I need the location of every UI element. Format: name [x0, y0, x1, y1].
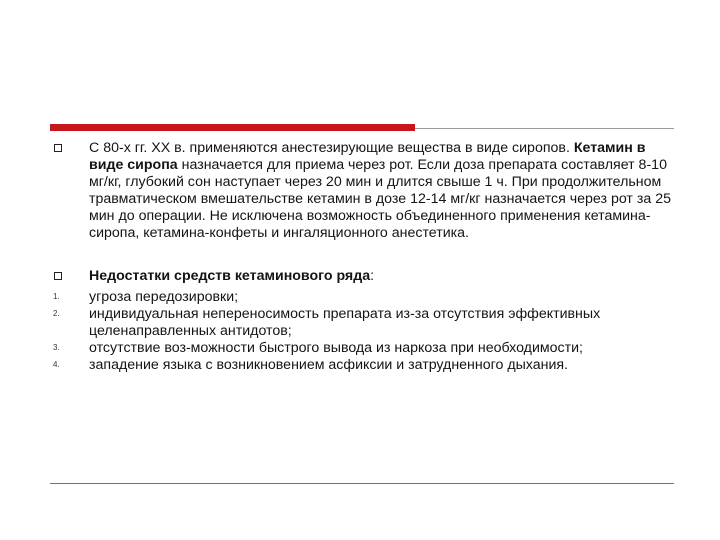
list-item: [48, 357, 678, 374]
paragraph-syrup: [48, 140, 678, 241]
paragraph-drawbacks: [48, 268, 678, 285]
list-item-text: индивидуальная непереносимость препарата из-за отсутствия эффективных целенаправленных антидотов;: [89, 306, 601, 340]
list-number: 2.: [53, 309, 60, 319]
bottom-divider: [50, 483, 674, 484]
square-bullet-icon: [54, 272, 62, 280]
list-item-text: отсутствие воз-можности быстрого вывода из наркоза при необходимости;: [89, 340, 583, 357]
list-item: [48, 289, 678, 306]
square-bullet-icon: [54, 144, 62, 152]
list-item-text: западение языка с возникновением асфиксии и затрудненного дыхания.: [89, 356, 569, 373]
list-item: [48, 306, 678, 340]
slide-content: [48, 140, 678, 374]
list-item: [48, 340, 678, 357]
paragraph-syrup-lead: С 80-х гг. XX в. применяются анестезирующие вещества в виде сиропов.: [89, 140, 570, 156]
paragraph-syrup-rest: назначается для приема через рот. Если доза препарата составляет 8-10 мг/кг, глубокий сон наступает через 20 мин и длится свыше 1 ч. При продолжительном травматическом вмешательстве кетамин в дозе 12-14 мг/кг назначается через рот за 25 мин до операции. Не исключена возможность объединенного применения кетамина-сиропа, кетамина-конфеты и ингаляционного анестетика.: [89, 156, 671, 241]
drawbacks-list: [48, 289, 678, 374]
paragraph-syrup-bold: Кетамин в виде сиропа: [89, 140, 646, 173]
drawbacks-heading-colon: :: [370, 268, 375, 285]
list-item-text: угроза передозировки;: [89, 289, 239, 306]
list-number: 4.: [53, 359, 60, 369]
accent-bar: [50, 124, 415, 131]
drawbacks-heading: Недостатки средств кетаминового ряда: [89, 268, 371, 285]
list-number: 1.: [53, 292, 60, 302]
list-number: 3.: [53, 343, 60, 353]
